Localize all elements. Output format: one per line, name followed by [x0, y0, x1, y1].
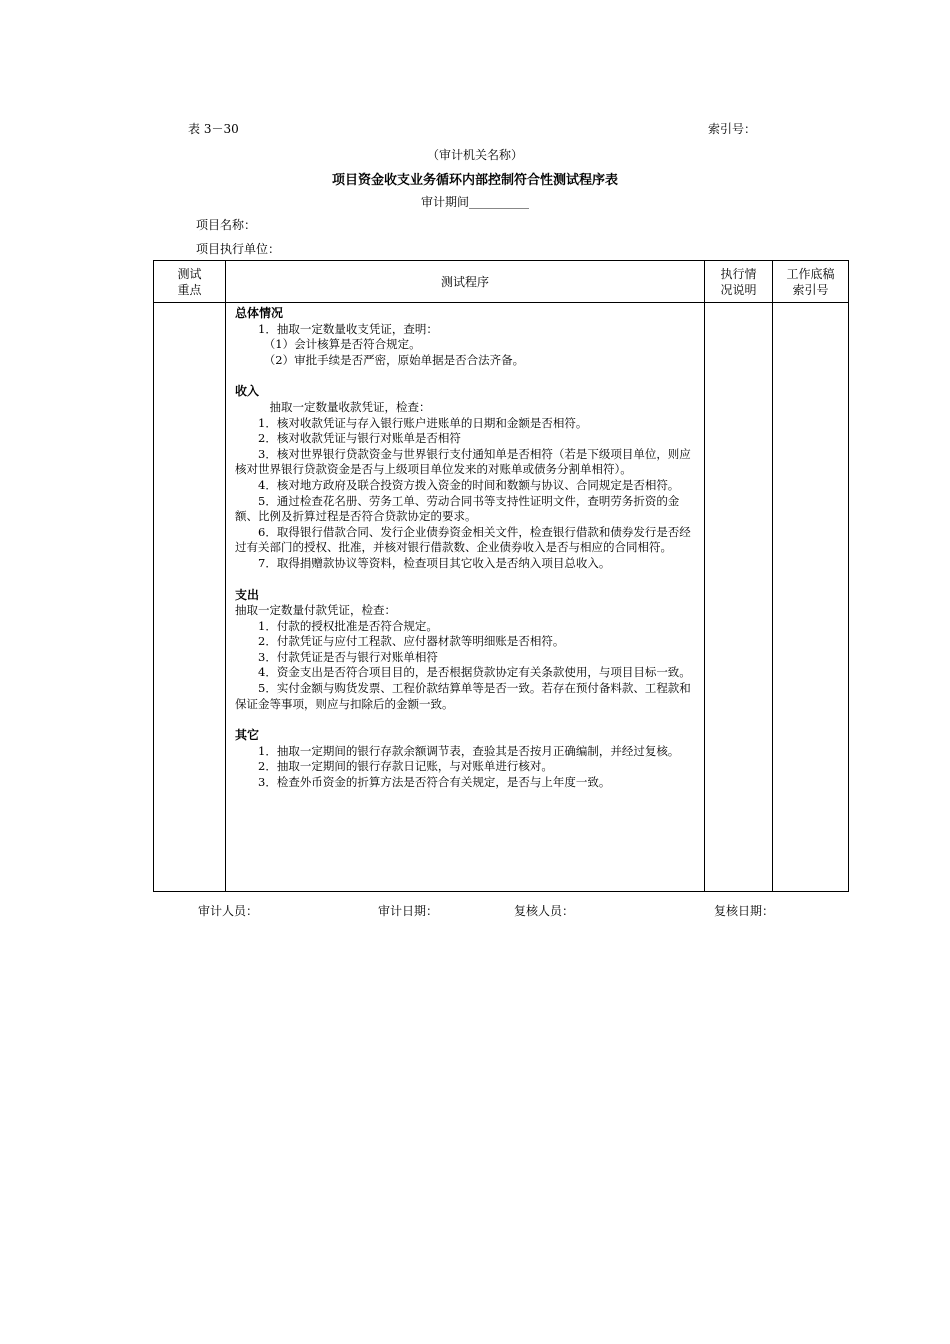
- procedure-line: 4．资金支出是否符合项目目的，是否根据贷款协定有关条款使用，与项目目标一致。: [258, 665, 691, 680]
- col-header-execution-line: 况说明: [720, 282, 757, 297]
- procedure-line: 1．抽取一定数量收支凭证，查明：: [258, 321, 438, 336]
- table-header-row: [154, 261, 849, 303]
- procedure-line: 7．取得捐赠款协议等资料，检查项目其它收入是否纳入项目总收入。: [258, 555, 611, 570]
- col-header-index-line: 索引号: [792, 282, 829, 297]
- review-date-label: 复核日期：: [714, 904, 775, 918]
- col-header-focus-line: 测试: [177, 266, 202, 281]
- procedure-line: 6．取得银行借款合同、发行企业债券资金相关文件，检查银行借款和债券发行是否经过有关部门的授权、批准，并核对银行借款数、企业债券收入是否与相应的合同相符。: [235, 524, 691, 555]
- index-cell[interactable]: [773, 303, 849, 892]
- procedure-line: 1．付款的授权批准是否符合规定。: [258, 618, 438, 633]
- section-title: 支出: [235, 587, 260, 602]
- col-header-index: [773, 261, 849, 303]
- table-number: 表 3－30: [188, 122, 239, 136]
- project-unit-label: 项目执行单位：: [196, 242, 281, 256]
- col-header-focus-line: 重点: [177, 282, 202, 297]
- procedure-line: 3．付款凭证是否与银行对账单相符: [258, 649, 438, 664]
- col-header-procedure: 测试程序: [226, 261, 705, 303]
- procedure-line: 抽取一定数量付款凭证，检查：: [235, 603, 396, 618]
- section-gap: [235, 572, 696, 588]
- procedure-cell: [226, 303, 705, 892]
- audit-date-label: 审计日期：: [378, 904, 439, 918]
- section-title: 总体情况: [235, 306, 284, 320]
- audit-agency-name: （审计机关名称）: [426, 148, 523, 162]
- auditor-label: 审计人员：: [198, 904, 259, 918]
- section-gap: [235, 368, 696, 384]
- col-header-focus: [154, 261, 226, 303]
- document-title: 项目资金收支业务循环内部控制符合性测试程序表: [331, 173, 618, 188]
- execution-cell[interactable]: [705, 303, 773, 892]
- procedure-line: 3．检查外币资金的折算方法是否符合有关规定，是否与上年度一致。: [258, 775, 611, 790]
- focus-cell[interactable]: [154, 303, 226, 892]
- procedure-line: 5．通过检查花名册、劳务工单、劳动合同书等支持性证明文件，查明劳务折资的金额、比例及折算过程是否符合贷款协定的要求。: [235, 493, 680, 524]
- procedure-line: 5．实付金额与购货发票、工程价款结算单等是否一致。若存在预付备料款、工程款和保证金等事项，则应与扣除后的金额一致。: [235, 681, 691, 711]
- index-number-label: 索引号：: [708, 122, 757, 136]
- col-header-execution-line: 执行情: [720, 266, 757, 281]
- procedure-line: 3．核对世界银行贷款资金与世界银行支付通知单是否相符（若是下级项目单位，则应核对世界银行贷款资金是否与上级项目单位发来的对账单或债务分割单相符）。: [235, 446, 691, 477]
- section-title: 其它: [235, 728, 260, 743]
- col-header-execution: [705, 261, 773, 303]
- table-body-row: [154, 303, 849, 892]
- reviewer-label: 复核人员：: [514, 904, 575, 918]
- project-name-label: 项目名称：: [196, 218, 257, 232]
- section-title: 收入: [235, 384, 260, 399]
- procedure-line: 1．核对收款凭证与存入银行账户进账单的日期和金额是否相符。: [258, 415, 588, 430]
- col-header-index-line: 工作底稿: [786, 266, 835, 281]
- procedure-line: 2．付款凭证与应付工程款、应付器材款等明细账是否相符。: [258, 634, 565, 649]
- procedure-line: 抽取一定数量收款凭证，检查：: [269, 399, 431, 414]
- procedure-content: [226, 303, 704, 891]
- procedure-line: 2．核对收款凭证与银行对账单是否相符: [258, 431, 461, 446]
- audit-period: 审计期间__________: [420, 195, 529, 209]
- procedure-line: 4．核对地方政府及联合投资方拨入资金的时间和数额与协议、合同规定是否相符。: [258, 477, 680, 492]
- procedure-line: 1．抽取一定期间的银行存款余额调节表，查验其是否按月正确编制，并经过复核。: [258, 743, 680, 758]
- procedure-line: （1）会计核算是否符合规定。: [263, 337, 421, 352]
- procedure-line: 2．抽取一定期间的银行存款日记账，与对账单进行核对。: [258, 759, 553, 774]
- section-gap: [235, 712, 696, 728]
- procedure-line: （2）审批手续是否严密，原始单据是否合法齐备。: [263, 352, 525, 367]
- test-procedure-table: [153, 260, 849, 892]
